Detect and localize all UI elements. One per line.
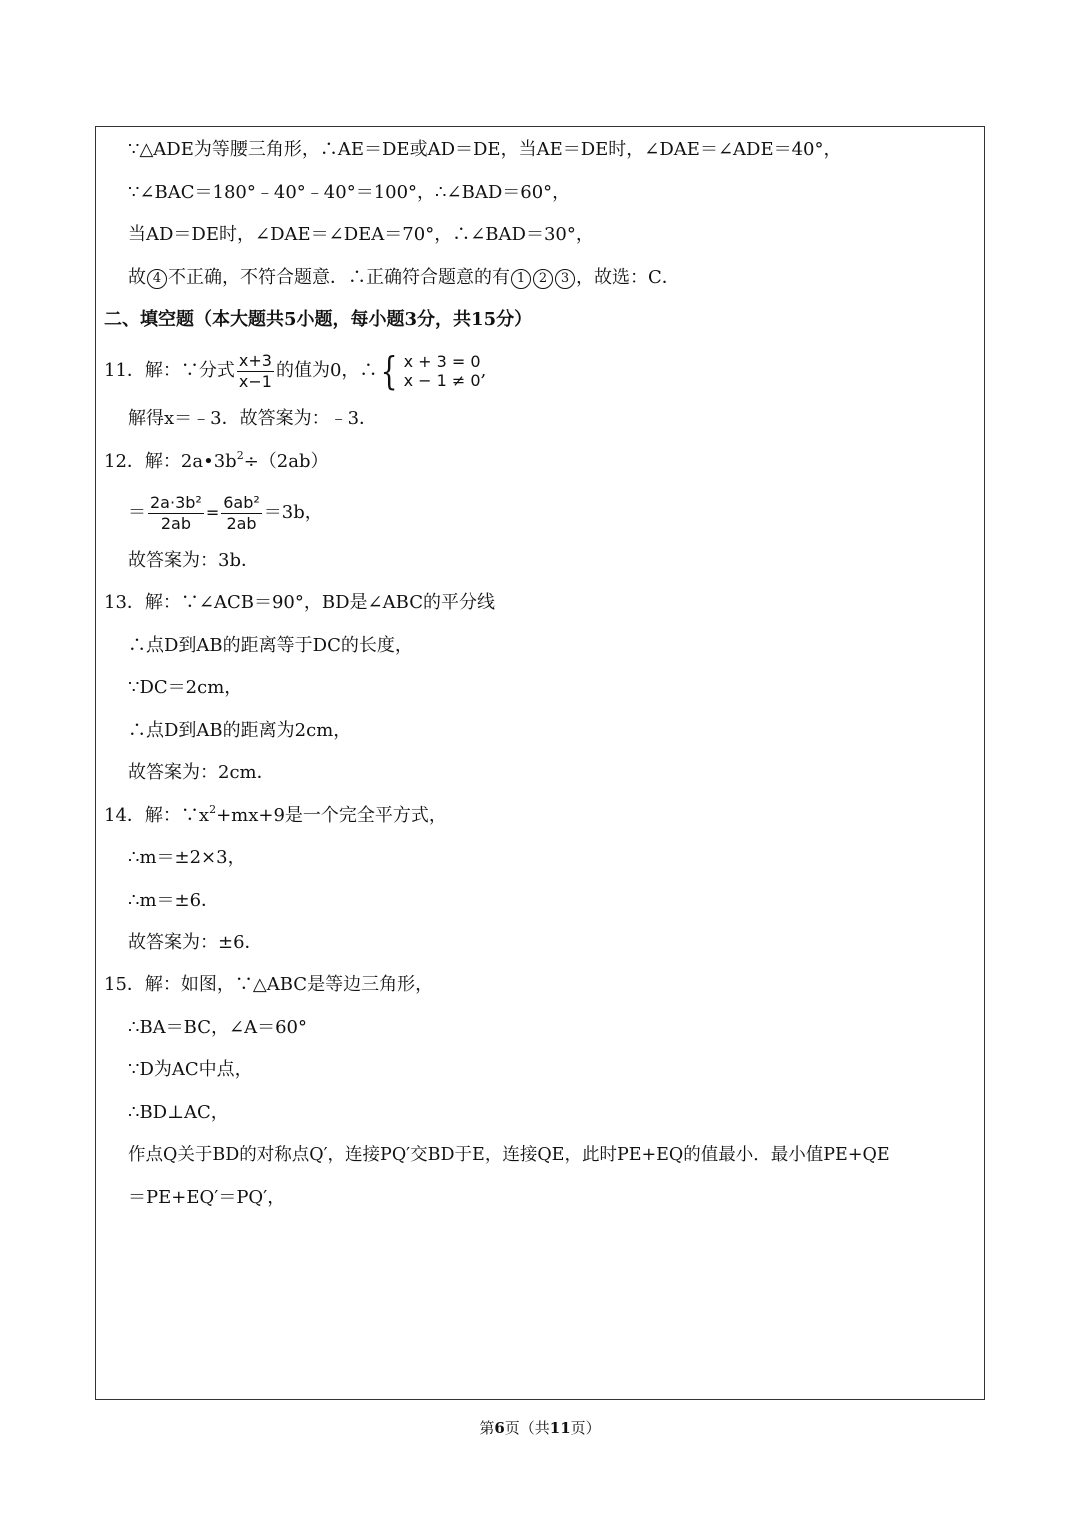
q14-answer: 故答案为：±6． — [128, 932, 263, 953]
page-footer: 第6页（共11页） — [479, 1419, 601, 1437]
q14-step-1: ∴m＝±2×3， — [128, 847, 246, 868]
line-ad-de-case: 当AD＝DE时，∠DAE＝∠DEA＝70°，∴∠BAD＝30°， — [128, 224, 594, 245]
section-heading-fill-in: 二、填空题（本大题共5小题，每小题3分，共15分） — [104, 309, 533, 330]
q15-step-4: 作点Q关于BD的对称点Q′，连接PQ′交BD于E，连接QE，此时PE+EQ的值最小．最小值PE+QE — [128, 1145, 890, 1165]
q14-step-2: ∴m＝±6． — [128, 890, 220, 911]
current-page-number: 6 — [494, 1419, 505, 1437]
q11-solution: 解得x＝﹣3．故答案为：﹣3． — [128, 408, 378, 429]
circled-number-2: 2 — [533, 269, 553, 289]
total-pages: 11 — [549, 1419, 571, 1437]
line-ade-isosceles: ∵△ADE为等腰三角形，∴AE＝DE或AD＝DE，当AE＝DE时，∠DAE＝∠ADE＝40°， — [128, 139, 842, 160]
line-conclusion-q10: 故 4 不正确，不符合题意．∴正确符合题意的有 1 2 3 ，故选：C． — [128, 267, 680, 288]
q15-step-5: ＝PE+EQ′＝PQ′， — [128, 1187, 286, 1208]
q13-step-1: ∴点D到AB的距离等于DC的长度， — [128, 635, 413, 656]
q15-step-3: ∴BD⊥AC， — [128, 1102, 229, 1123]
q12-computation: ＝ $\frac{\text{2a·3b²}}{2ab}$ = $\frac{\text{6ab²}}{2ab}$ ＝3b， — [128, 492, 323, 533]
q13-step-2: ∵DC＝2cm， — [128, 677, 243, 698]
q11-fraction: $\frac{x+3}{x-1}$ — [238, 350, 272, 391]
line-bac-angle: ∵∠BAC＝180°﹣40°﹣40°＝100°，∴∠BAD＝60°， — [128, 182, 571, 203]
q15-step-2: ∵D为AC中点， — [128, 1059, 253, 1080]
q13-answer: 故答案为：2cm． — [128, 762, 275, 783]
q13-step-3: ∴点D到AB的距离为2cm， — [128, 720, 352, 741]
q11-equation-system: { x + 3 = 0 x − 1 ≠ 0 — [381, 349, 481, 393]
q12-fraction-2: $\frac{\text{6ab²}}{2ab}$ — [223, 492, 260, 533]
circled-number-3: 3 — [555, 269, 575, 289]
q14-statement: 14．解：$\because x^2+mx+9$是一个完全平方式， — [104, 803, 447, 826]
q11-statement: 11．解：∵分式 $\frac{x+3}{x-1}$ 的值为0，∴ { x + 3 = 0 x − 1 ≠ 0 , — [104, 349, 487, 393]
q12-fraction-1: $\frac{\text{2a·3b²}}{2ab}$ — [150, 492, 202, 533]
q13-statement: 13．解：∵∠ACB＝90°，BD是∠ABC的平分线 — [104, 592, 495, 613]
q15-step-1: ∴BA＝BC，∠A＝60° — [128, 1017, 307, 1038]
q15-statement: 15．解：如图，∵△ABC是等边三角形， — [104, 974, 434, 995]
q12-statement: 12．解：$2a•3b^2\div(2ab)$ — [104, 449, 329, 472]
circled-number-1: 1 — [511, 269, 531, 289]
circled-number-4: 4 — [147, 269, 167, 289]
q12-answer: 故答案为：3b． — [128, 550, 259, 571]
